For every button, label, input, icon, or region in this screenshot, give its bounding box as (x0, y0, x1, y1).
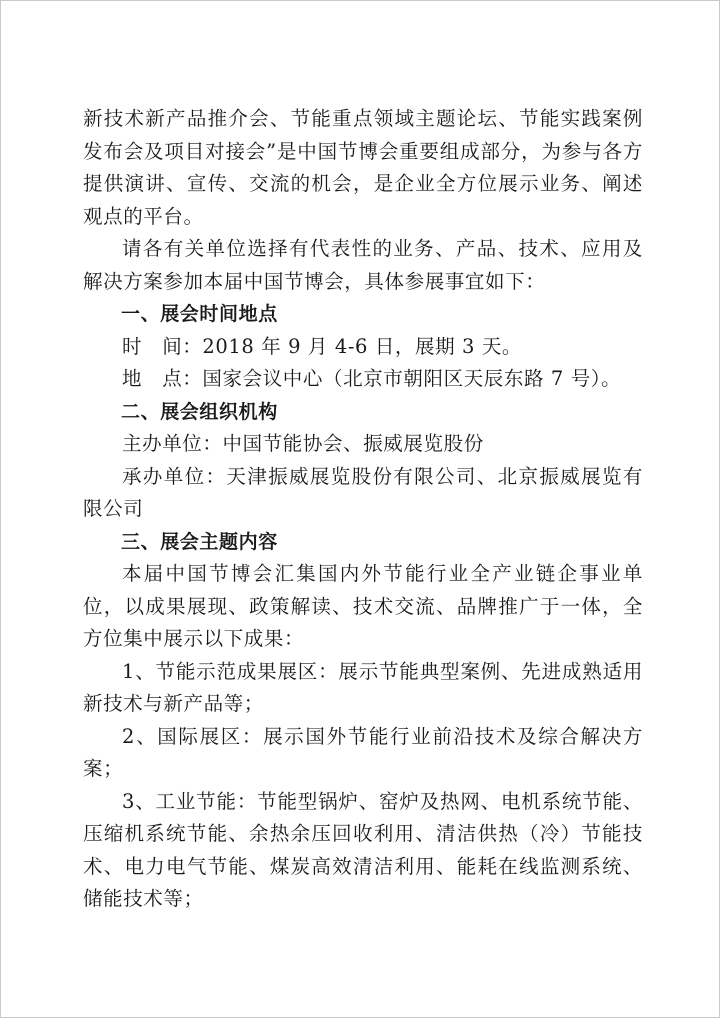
list-item: 1、节能示范成果展区：展示节能典型案例、先进成熟适用新技术与新产品等； (83, 659, 643, 715)
body-paragraph: 本届中国节博会汇集国内外节能行业全产业链企事业单位，以成果展现、政策解读、技术交流、品牌推广于一体，全方位集中展示以下成果： (83, 562, 643, 650)
detail-location: 地 点：国家会议中心（北京市朝阳区天辰东路 7 号）。 (122, 367, 622, 390)
document-body (83, 103, 643, 916)
list-item: 3、工业节能：节能型锅炉、窑炉及热网、电机系统节能、压缩机系统节能、余热余压回收利用、清洁供热（冷）节能技术、电力电气节能、煤炭高效清洁利用、能耗在线监测系统、储能技术等； (83, 789, 643, 910)
detail-organizer: 承办单位：天津振威展览股份有限公司、北京振威展览有限公司 (83, 464, 643, 520)
section-heading: 二、展会组织机构 (121, 400, 278, 423)
section-heading: 一、展会时间地点 (121, 303, 278, 325)
body-paragraph: 请各有关单位选择有代表性的业务、产品、技术、应用及解决方案参加本届中国节博会，具体参展事宜如下： (83, 237, 643, 293)
section-heading: 三、展会主题内容 (121, 530, 278, 553)
detail-host: 主办单位：中国节能协会、振威展览股份 (122, 432, 484, 455)
body-paragraph: 新技术新产品推介会、节能重点领域主题论坛、节能实践案例发布会及项目对接会”是中国节博会重要组成部分，为参与各方提供演讲、宣传、交流的机会，是企业全方位展示业务、阐述观点的平台。 (83, 107, 643, 228)
list-item: 2、国际展区：展示国外节能行业前沿技术及综合解决方案； (83, 724, 643, 780)
detail-time: 时 间：2018 年 9 月 4-6 日，展期 3 天。 (122, 334, 523, 358)
